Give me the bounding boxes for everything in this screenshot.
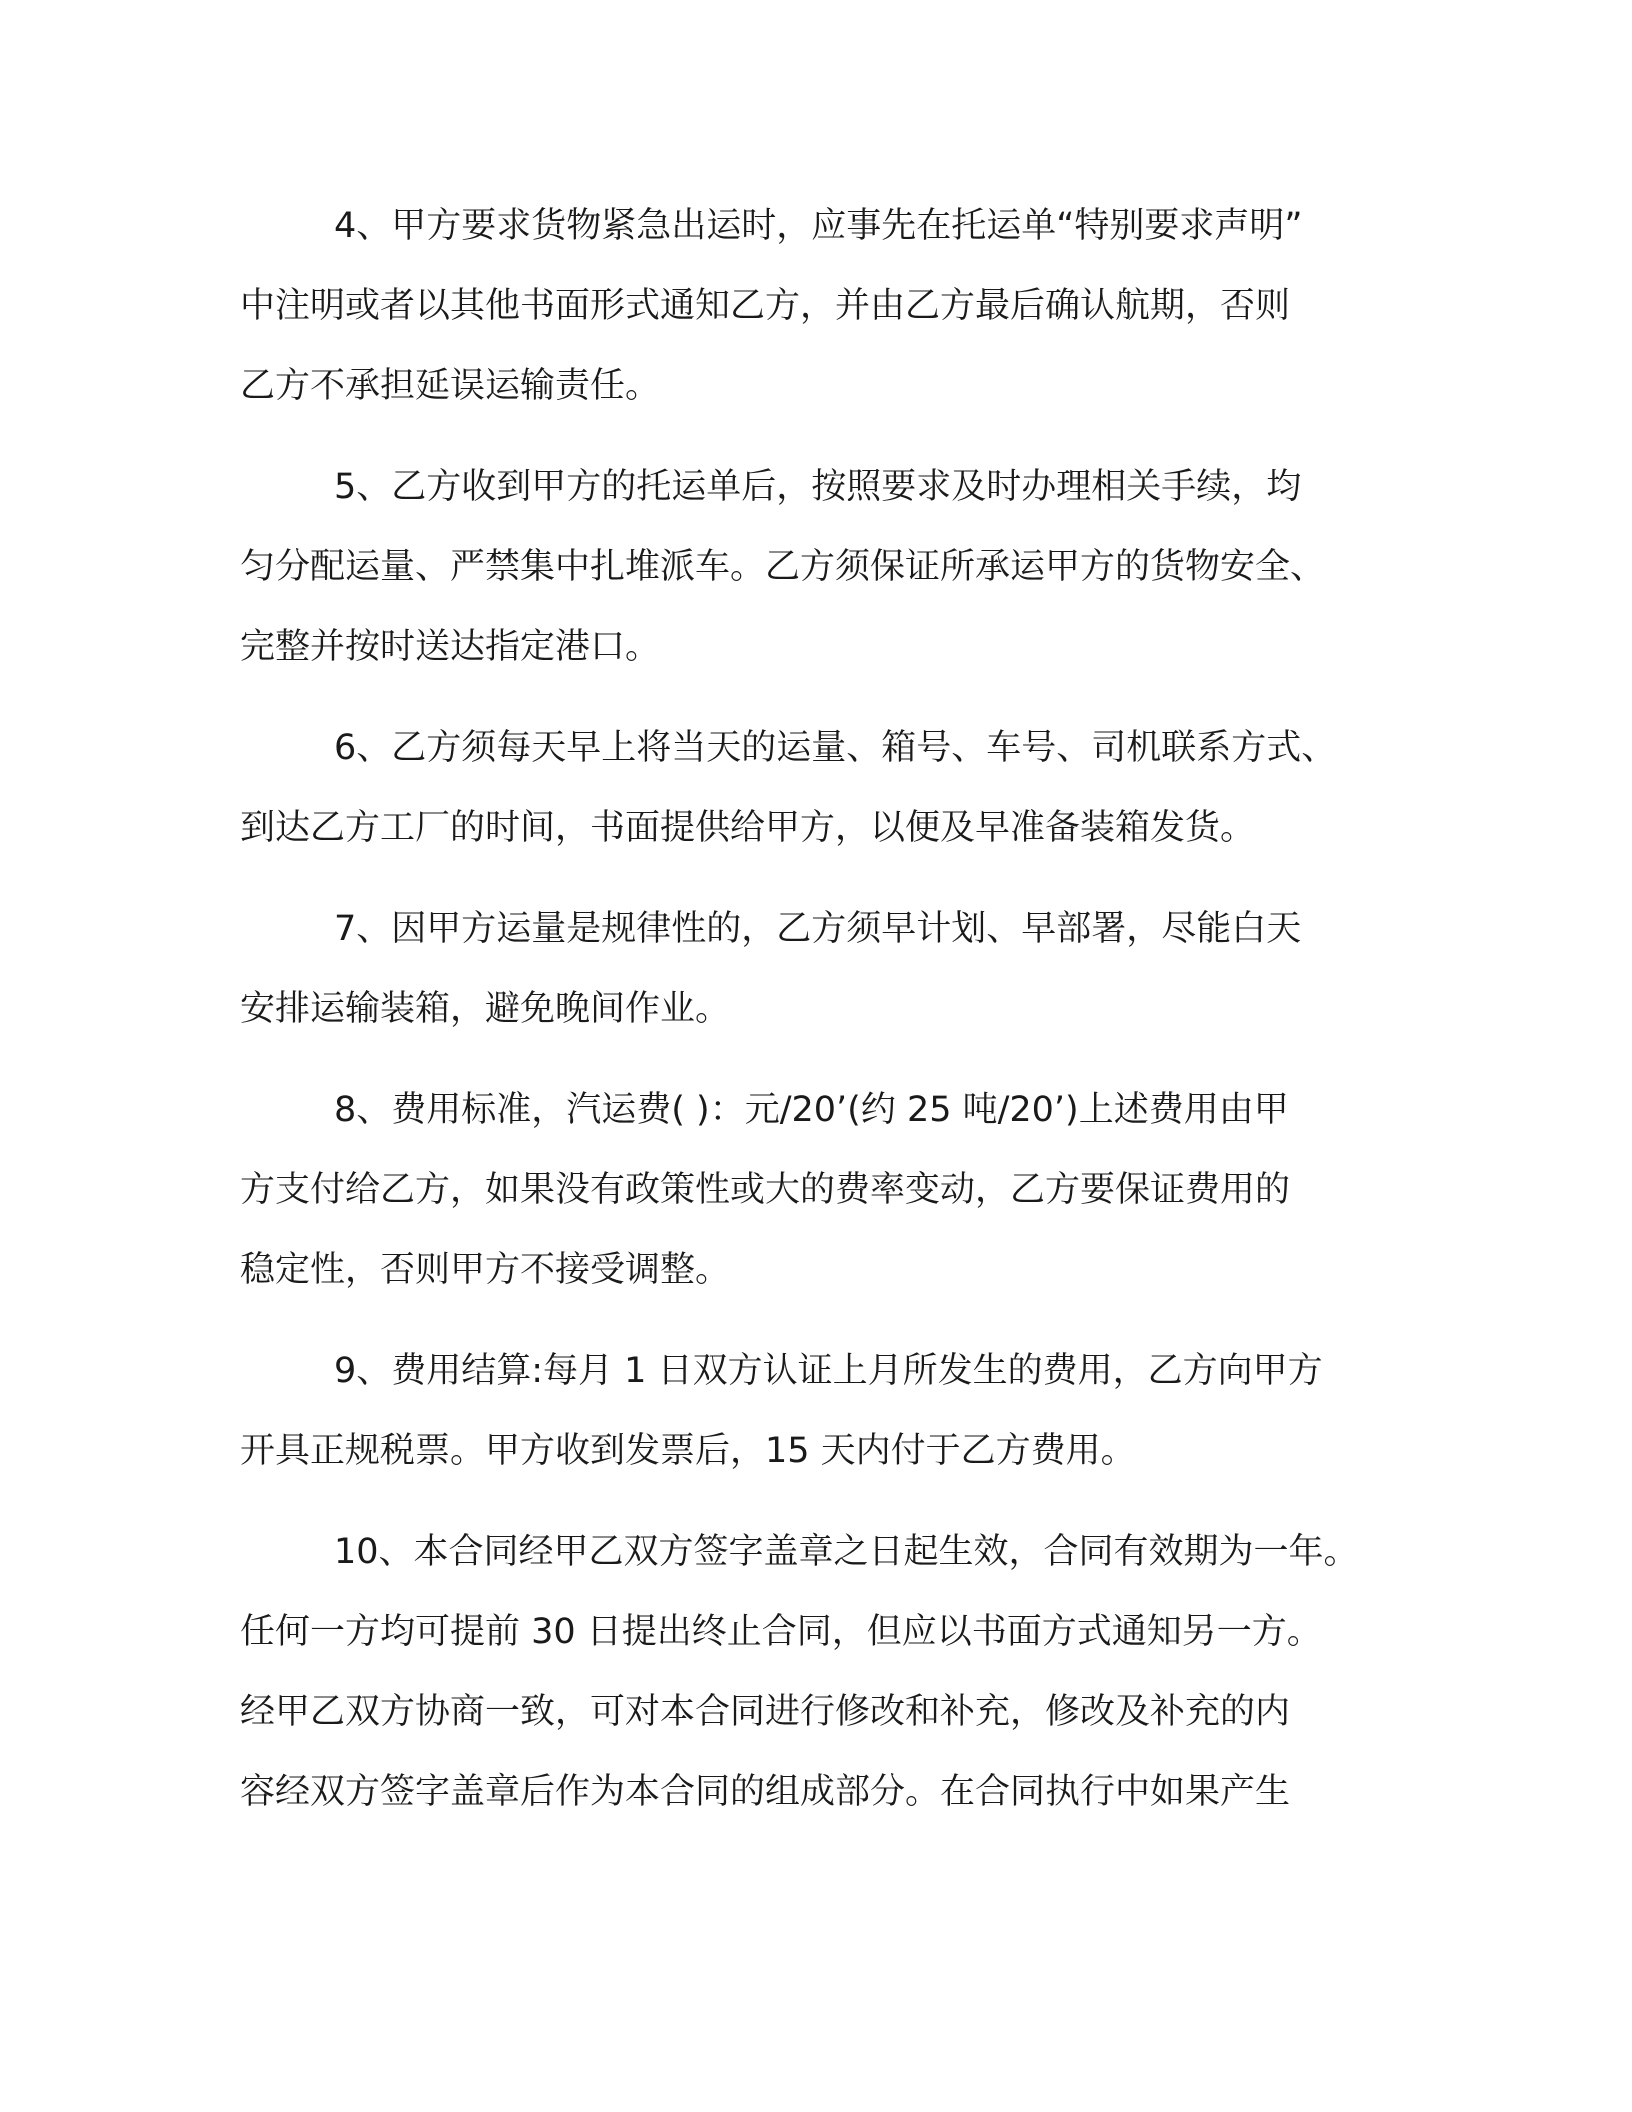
clause-line: 乙方不承担延误运输责任。 (240, 366, 661, 406)
clause-line: 中注明或者以其他书面形式通知乙方，并由乙方最后确认航期，否则 (240, 286, 1291, 326)
clause-line: 匀分配运量、严禁集中扎堆派车。乙方须保证所承运甲方的货物安全、 (240, 547, 1326, 587)
clause-line: 8、费用标准，汽运费( )：元/20’(约 25 吨/20’)上述费用由甲 (334, 1090, 1289, 1130)
clause-8 (240, 1070, 1410, 1310)
clause-line: 10、本合同经甲乙双方签字盖章之日起生效，合同有效期为一年。 (334, 1532, 1359, 1572)
clause-10 (240, 1512, 1410, 1832)
clause-line: 开具正规税票。甲方收到发票后，15 天内付于乙方费用。 (240, 1431, 1136, 1471)
clause-7 (240, 889, 1410, 1049)
clause-line: 容经双方签字盖章后作为本合同的组成部分。在合同执行中如果产生 (240, 1772, 1291, 1812)
clause-9 (240, 1331, 1410, 1491)
clause-line: 6、乙方须每天早上将当天的运量、箱号、车号、司机联系方式、 (334, 728, 1337, 768)
clause-line: 到达乙方工厂的时间，书面提供给甲方，以便及早准备装箱发货。 (240, 808, 1256, 848)
clause-line: 安排运输装箱，避免晚间作业。 (240, 989, 731, 1029)
clause-line: 9、费用结算:每月 1 日双方认证上月所发生的费用，乙方向甲方 (334, 1351, 1323, 1391)
clause-4 (240, 186, 1410, 426)
clause-5 (240, 447, 1410, 687)
clause-line: 5、乙方收到甲方的托运单后，按照要求及时办理相关手续，均 (334, 467, 1302, 507)
clause-line: 稳定性，否则甲方不接受调整。 (240, 1250, 731, 1290)
clause-line: 完整并按时送达指定港口。 (240, 627, 661, 667)
clause-line: 经甲乙双方协商一致，可对本合同进行修改和补充，修改及补充的内 (240, 1692, 1291, 1732)
document-body (240, 186, 1410, 1853)
clause-line: 任何一方均可提前 30 日提出终止合同，但应以书面方式通知另一方。 (240, 1612, 1322, 1652)
clause-line: 4、甲方要求货物紧急出运时，应事先在托运单“特别要求声明” (334, 206, 1303, 246)
clause-6 (240, 708, 1410, 868)
clause-line: 方支付给乙方，如果没有政策性或大的费率变动，乙方要保证费用的 (240, 1170, 1291, 1210)
clause-line: 7、因甲方运量是规律性的，乙方须早计划、早部署，尽能白天 (334, 909, 1302, 949)
